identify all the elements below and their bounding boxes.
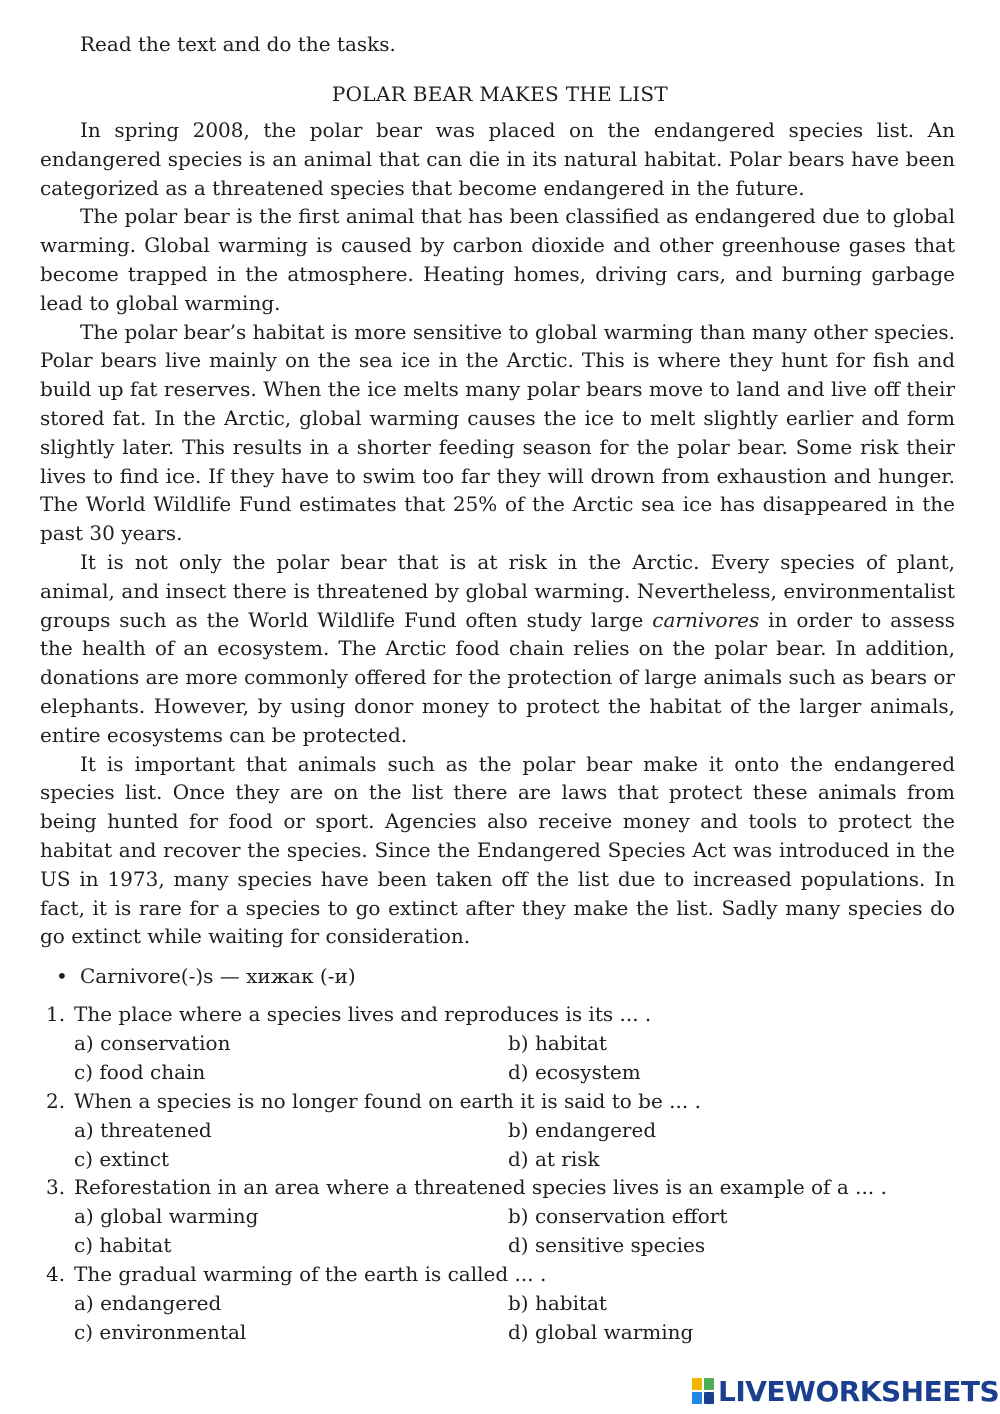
question-4 xyxy=(46,1260,966,1347)
question-number: 2. xyxy=(46,1088,66,1113)
paragraph-4 xyxy=(40,548,955,750)
option-b[interactable]: b) habitat xyxy=(508,1291,607,1316)
paragraph-2: The polar bear is the first animal that has been classified as endangered due to global warming. Global warming is caused by carbon dioxide and other greenhouse gases that become trapped in the atmosphere. Heating homes, driving cars, and burning garbage lead to global warming. xyxy=(40,204,955,315)
paragraph-3: The polar bear’s habitat is more sensitive to global warming than many other species. Polar bears live mainly on the sea ice in the Arctic. This is where they hunt for fish and build up fat reserves. When the ice melts many polar bears move to land and live off their stored fat. In the Arctic, global warming causes the ice to melt slightly earlier and form slightly later. This results in a shorter feeding season for the polar bear. Some risk their lives to find ice. If they have to swim too far they will drown from exhaustion and hunger. The World Wildlife Fund estimates that 25% of the Arctic sea ice has disappeared in the past 30 years. xyxy=(40,319,955,546)
question-number: 1. xyxy=(46,1002,66,1026)
question-stem: The gradual warming of the earth is called ... . xyxy=(74,1262,547,1287)
logo-text: LIVEWORKSHEETS xyxy=(718,1374,1000,1408)
option-d[interactable]: d) sensitive species xyxy=(508,1233,706,1258)
option-b[interactable]: b) conservation effort xyxy=(508,1204,728,1229)
liveworksheets-logo xyxy=(692,1374,999,1408)
question-3 xyxy=(46,1173,966,1260)
question-number: 3. xyxy=(46,1175,66,1200)
paragraph-4-part-2: in order to assess the health of an ecosystem. The Arctic food chain relies on the polar bear. In addition, donations are more commonly offered for the protection of large animals such as bears or elephants. However, by using donor money to protect the habitat of the larger animals, entire ecosystems can be protected. xyxy=(40,607,955,747)
question-1 xyxy=(46,1000,966,1087)
instruction-text: Read the text and do the tasks. xyxy=(80,32,396,56)
option-c[interactable]: c) environmental xyxy=(74,1319,247,1344)
bullet-marker: • xyxy=(56,964,68,988)
question-list xyxy=(46,1000,966,1347)
question-stem: When a species is no longer found on earth it is said to be ... . xyxy=(74,1088,701,1113)
option-b[interactable]: b) habitat xyxy=(508,1030,607,1055)
logo-square xyxy=(704,1378,714,1390)
liveworksheets-logo-icon xyxy=(692,1378,714,1404)
question-number: 4. xyxy=(46,1262,66,1287)
reading-title: POLAR BEAR MAKES THE LIST xyxy=(331,82,669,106)
paragraph-4-part-1: It is not only the polar bear that is at risk in the Arctic. Every species of plant, animal, and insect there is threatened by global warming. Nevertheless, environmentalist groups such as the World Wildlife Fund often study large xyxy=(40,549,955,632)
option-a[interactable]: a) endangered xyxy=(74,1291,222,1316)
option-d[interactable]: d) ecosystem xyxy=(508,1059,641,1084)
paragraph-1: In spring 2008, the polar bear was placed on the endangered species list. An endangered species is an animal that can die in its natural habitat. Polar bears have been categorized as a threatened species that become endangered in the future. xyxy=(40,118,955,200)
question-stem: Reforestation in an area where a threatened species lives is an example of a ... . xyxy=(74,1175,887,1200)
option-d[interactable]: d) global warming xyxy=(508,1319,694,1344)
reading-text xyxy=(40,116,955,951)
question-2 xyxy=(46,1087,966,1174)
option-c[interactable]: c) extinct xyxy=(74,1146,170,1171)
option-b[interactable]: b) endangered xyxy=(508,1117,657,1142)
option-c[interactable]: c) food chain xyxy=(74,1059,206,1084)
option-a[interactable]: a) threatened xyxy=(74,1117,212,1142)
option-c[interactable]: c) habitat xyxy=(74,1233,172,1258)
logo-square xyxy=(704,1392,714,1404)
logo-square xyxy=(692,1392,702,1404)
option-d[interactable]: d) at risk xyxy=(508,1146,600,1171)
glossary-entry: Carnivore(-)s — хижак (-и) xyxy=(80,964,356,988)
logo-square xyxy=(692,1378,702,1390)
carnivores-emphasis: carnivores xyxy=(652,607,760,632)
option-a[interactable]: a) conservation xyxy=(74,1030,231,1055)
option-a[interactable]: a) global warming xyxy=(74,1204,259,1229)
paragraph-5: It is important that animals such as the polar bear make it onto the endangered species list. Once they are on the list there are laws that protect these animals from being hunted for food or sport. Agencies also receive money and tools to protect the habitat and recover the species. Since the Endangered Species Act was introduced in the US in 1973, many species have been taken off the list due to increased populations. In fact, it is rare for a species to go extinct after they make the list. Sadly many species do go extinct while waiting for consideration. xyxy=(40,751,955,949)
question-stem: The place where a species lives and reproduces is its ... . xyxy=(74,1002,652,1026)
glossary-note xyxy=(56,962,356,990)
